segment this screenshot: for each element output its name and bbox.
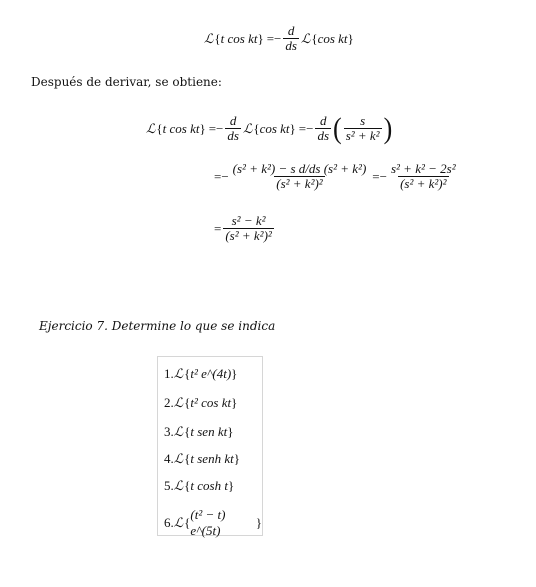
derivation-line-1: ℒ { t cos kt } =− $\frac{d}{ds}$ ℒ { cos kt } =− $\frac{d}{ds}$ ( $\frac{s}{\text{s² + k²}}$ ): [146, 111, 393, 145]
exercise-item-6: 6. ℒ { (t² − t) e^(5t) }: [164, 507, 262, 538]
derivation-line-3: = $\frac{\text{s² − k²}}{\text{(s² + k²)²}}$: [214, 213, 272, 243]
exercise-item-2: 2. ℒ { t² cos kt }: [164, 395, 238, 410]
formula-top-derivative: $\frac{d}{ds}$: [285, 23, 297, 53]
laplace-symbol: ℒ: [204, 30, 214, 46]
formula-top: ℒ { t cos kt } =− $\frac{d}{ds}$ ℒ { cos kt }: [204, 23, 354, 53]
exercise-item-1: 1. ℒ { t² e^(4t) }: [164, 366, 238, 381]
derivation-line-2: =− $\frac{\text{(s² + k²) − s d/ds (s² + k²)}}{\text{(s² + k²)²}}$ =− $\frac{\text{s² + k² − 2s²}}{\text{(s² + k²)²}}$: [214, 161, 456, 191]
formula-top-rhs-arg: cos kt: [317, 30, 348, 46]
exercise-item-3: 3. ℒ { t sen kt }: [164, 424, 234, 439]
formula-top-eq: =−: [266, 30, 282, 46]
exercise-item-5: 5. ℒ { t cosh t }: [164, 478, 235, 493]
formula-top-lhs-arg: t cos kt: [220, 30, 258, 46]
exercise-list-box: [157, 356, 263, 536]
exercise-heading: Ejercicio 7. Determine lo que se indica: [39, 319, 276, 333]
derivation-intro-text: Después de derivar, se obtiene:: [31, 75, 222, 89]
exercise-item-4: 4. ℒ { t senh kt }: [164, 451, 240, 466]
inner-fraction: $\frac{s}{\text{s² + k²}}$: [345, 113, 380, 143]
